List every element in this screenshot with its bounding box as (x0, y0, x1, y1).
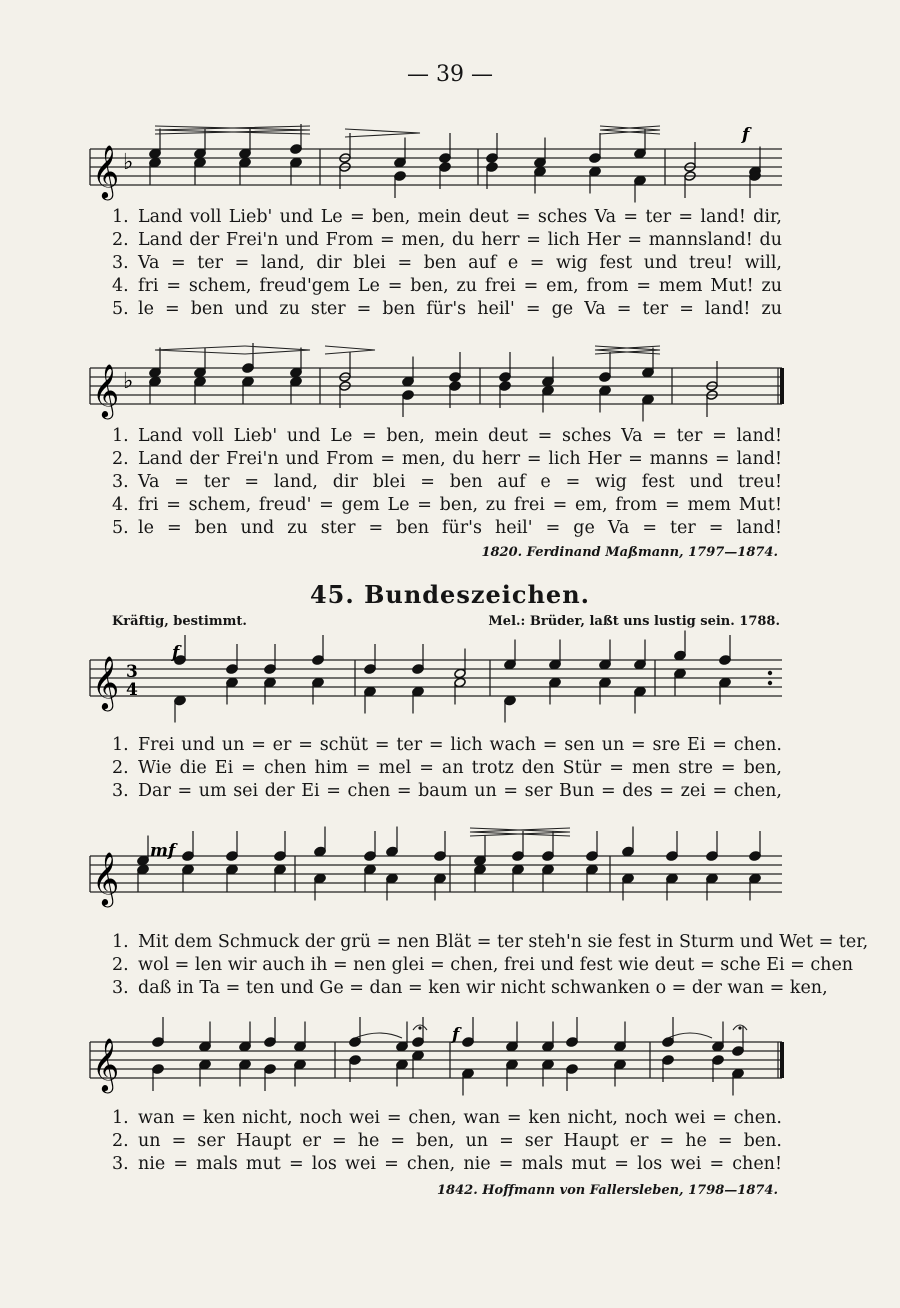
note-head (634, 659, 646, 670)
crescendo-hairpin (155, 126, 310, 134)
lyric-line: 3. Va = ter = land, dir blei = ben auf e = wig fest und treu! will, (112, 253, 782, 273)
note-head (239, 157, 251, 168)
note-head (642, 367, 654, 378)
note-head (396, 1041, 408, 1052)
note-head (542, 376, 554, 387)
note-head (264, 664, 276, 675)
note-head (749, 851, 761, 862)
crescendo-hairpin (470, 828, 570, 836)
note-head (149, 376, 161, 387)
note-head (449, 372, 461, 383)
decrescendo-hairpin (345, 129, 420, 137)
note-head (434, 873, 446, 884)
note-head (294, 1041, 306, 1052)
note-head (486, 162, 498, 173)
note-head (194, 376, 206, 387)
note-head (239, 1041, 251, 1052)
note-head (239, 148, 251, 159)
treble-clef-icon: 𝄞 (92, 144, 120, 198)
note-head (474, 864, 486, 875)
note-head (412, 664, 424, 675)
note-head (504, 659, 516, 670)
note-head (349, 1037, 361, 1048)
note-head (542, 851, 554, 862)
note-head (242, 376, 254, 387)
treble-clef-icon: 𝄞 (92, 1037, 120, 1091)
note-head (386, 846, 398, 857)
note-head (634, 175, 646, 186)
note-head (274, 851, 286, 862)
note-head (512, 864, 524, 875)
note-head (622, 846, 634, 857)
note-head (589, 166, 601, 177)
note-head (402, 390, 414, 401)
time-signature-bottom: 4 (126, 680, 138, 700)
crescendo-hairpin (600, 126, 660, 134)
lyric-line: 2. Land der Frei'n und From = men, du herr = lich Her = manns = land! (112, 449, 782, 469)
crescendo-hairpin (155, 346, 245, 354)
note-head (137, 855, 149, 866)
note-head (182, 864, 194, 875)
lyrics-song2-system2 (112, 932, 869, 1001)
page-number: — 39 — (407, 62, 493, 87)
lyric-line: 2. un = ser Haupt er = he = ben, un = ser Haupt er = he = ben. (112, 1131, 782, 1151)
note-head (719, 655, 731, 666)
slur (668, 1033, 712, 1038)
lyric-line: 2. wol = len wir auch ih = nen glei = chen, frei und fest wie deut = sche Ei = chen (112, 955, 854, 975)
note-head (549, 659, 561, 670)
song2-credit: 1842. Hoffmann von Fallersleben, 1798—1874. (437, 1183, 778, 1198)
note-head (706, 851, 718, 862)
note-head (194, 148, 206, 159)
lyric-line: 3. Va = ter = land, dir blei = ben auf e = wig fest und treu! (112, 472, 782, 492)
time-signature-top: 3 (126, 662, 138, 682)
note-head (439, 162, 451, 173)
note-head (226, 851, 238, 862)
note-head (674, 668, 686, 679)
note-head (542, 1041, 554, 1052)
note-head (586, 851, 598, 862)
note-head (589, 153, 601, 164)
treble-clef-icon: 𝄞 (92, 655, 120, 709)
note-head (534, 157, 546, 168)
note-head (666, 851, 678, 862)
dynamic-marking: f (452, 1025, 460, 1045)
decrescendo-hairpin (595, 346, 660, 354)
tempo-marking: Kräftig, bestimmt. (112, 614, 247, 629)
decrescendo-hairpin (155, 126, 310, 134)
note-head (226, 664, 238, 675)
note-head (434, 851, 446, 862)
note-head (226, 677, 238, 688)
note-head (396, 1059, 408, 1070)
lyrics-song2-system1 (112, 735, 782, 804)
note-head (394, 157, 406, 168)
note-head (749, 873, 761, 884)
note-head (149, 367, 161, 378)
note-head (486, 153, 498, 164)
fermata-dot (738, 1026, 741, 1029)
note-head (364, 686, 376, 697)
note-head (512, 851, 524, 862)
note-head (294, 1059, 306, 1070)
note-head (364, 851, 376, 862)
note-head (599, 385, 611, 396)
note-head (542, 864, 554, 875)
lyric-line: 1. wan = ken nicht, noch wei = chen, wan = ken nicht, noch wei = chen. (112, 1108, 782, 1128)
note-head (199, 1059, 211, 1070)
note-head (732, 1046, 744, 1057)
note-head (242, 363, 254, 374)
lyric-line: 2. Land der Frei'n und From = men, du herr = lich Her = mannsland! du (112, 230, 782, 250)
note-head (152, 1064, 164, 1075)
note-head (312, 655, 324, 666)
note-head (506, 1059, 518, 1070)
note-head (412, 686, 424, 697)
note-head (506, 1041, 518, 1052)
note-head (314, 846, 326, 857)
melody-reference: Mel.: Brüder, laßt uns lustig sein. 1788. (488, 614, 780, 629)
dynamic-marking: f (172, 643, 180, 663)
lyrics-song1-system2 (112, 426, 782, 541)
note-head (199, 1041, 211, 1052)
decrescendo-hairpin (245, 346, 310, 354)
note-head (566, 1064, 578, 1075)
song1-credit: 1820. Ferdinand Maßmann, 1797—1874. (481, 545, 778, 560)
note-head (349, 1055, 361, 1066)
note-head (394, 171, 406, 182)
note-head (194, 367, 206, 378)
song-title: 45. Bundeszeichen. (309, 580, 590, 609)
note-head (290, 144, 302, 155)
note-head (290, 157, 302, 168)
note-head (566, 1037, 578, 1048)
note-head (274, 864, 286, 875)
note-head (614, 1059, 626, 1070)
note-head (599, 659, 611, 670)
note-head (542, 1059, 554, 1070)
note-head (454, 677, 466, 688)
note-head (599, 372, 611, 383)
note-head (386, 873, 398, 884)
note-head (534, 166, 546, 177)
lyric-line: 3. nie = mals mut = los wei = chen, nie = mals mut = los wei = chen! (112, 1154, 782, 1174)
note-head (666, 873, 678, 884)
dynamic-marking: mf (150, 841, 176, 861)
note-head (622, 873, 634, 884)
fermata-dot (418, 1026, 421, 1029)
dynamic-marking: f (742, 125, 750, 145)
note-head (264, 1064, 276, 1075)
note-head (264, 677, 276, 688)
lyric-line: 1. Land voll Lieb' und Le = ben, mein deut = sches Va = ter = land! (112, 426, 782, 446)
note-head (174, 695, 186, 706)
note-head (542, 385, 554, 396)
repeat-dot (768, 681, 772, 685)
lyrics-song2-system3 (112, 1108, 782, 1177)
lyric-line: 4. fri = schem, freud'gem Le = ben, zu frei = em, from = mem Mut! zu (112, 276, 782, 296)
lyric-line: 2. Wie die Ei = chen him = mel = an trotz den Stür = men stre = ben, (112, 758, 782, 778)
lyrics-song1-system1 (112, 207, 782, 322)
note-head (499, 381, 511, 392)
lyric-line: 5. le = ben und zu ster = ben für's heil' = ge Va = ter = land! (112, 518, 782, 538)
note-head (719, 677, 731, 688)
note-head (462, 1068, 474, 1079)
note-head (504, 695, 516, 706)
note-head (314, 873, 326, 884)
note-head (264, 1037, 276, 1048)
note-head (149, 148, 161, 159)
note-head (290, 367, 302, 378)
note-head (364, 864, 376, 875)
note-head (549, 677, 561, 688)
decrescendo-hairpin (600, 126, 660, 134)
note-head (364, 664, 376, 675)
note-head (226, 864, 238, 875)
note-head (732, 1068, 744, 1079)
lyric-line: 3. Dar = um sei der Ei = chen = baum un = ser Bun = des = zei = chen, (112, 781, 782, 801)
treble-clef-icon: 𝄞 (92, 851, 120, 905)
note-head (599, 677, 611, 688)
note-head (412, 1037, 424, 1048)
lyric-line: 1. Land voll Lieb' und Le = ben, mein deut = sches Va = ter = land! dir, (112, 207, 782, 227)
crescendo-hairpin (595, 346, 660, 354)
note-head (614, 1041, 626, 1052)
note-head (312, 677, 324, 688)
note-head (194, 157, 206, 168)
note-head (412, 1050, 424, 1061)
note-head (712, 1041, 724, 1052)
slur (355, 1033, 402, 1038)
note-head (454, 668, 466, 679)
note-head (439, 153, 451, 164)
note-head (674, 650, 686, 661)
note-head (586, 864, 598, 875)
flat-icon: ♭ (123, 150, 134, 175)
note-head (149, 157, 161, 168)
note-head (137, 864, 149, 875)
note-head (642, 394, 654, 405)
note-head (662, 1055, 674, 1066)
note-head (712, 1055, 724, 1066)
flat-icon: ♭ (123, 369, 134, 394)
note-head (449, 381, 461, 392)
note-head (402, 376, 414, 387)
decrescendo-hairpin (470, 828, 570, 836)
lyric-line: 4. fri = schem, freud' = gem Le = ben, zu frei = em, from = mem Mut! (112, 495, 782, 515)
lyric-line: 5. le = ben und zu ster = ben für's heil' = ge Va = ter = land! zu (112, 299, 782, 319)
lyric-line: 1. Mit dem Schmuck der grü = nen Blät = ter steh'n sie fest in Sturm und Wet = ter, (112, 932, 869, 952)
note-head (634, 148, 646, 159)
treble-clef-icon: 𝄞 (92, 363, 120, 417)
lyric-line: 3. daß in Ta = ten und Ge = dan = ken wir nicht schwanken o = der wan = ken, (112, 978, 828, 998)
note-head (499, 372, 511, 383)
note-head (290, 376, 302, 387)
note-head (152, 1037, 164, 1048)
note-head (182, 851, 194, 862)
note-head (462, 1037, 474, 1048)
note-head (474, 855, 486, 866)
note-head (239, 1059, 251, 1070)
note-head (706, 873, 718, 884)
note-head (662, 1037, 674, 1048)
note-head (634, 686, 646, 697)
repeat-dot (768, 671, 772, 675)
lyric-line: 1. Frei und un = er = schüt = ter = lich wach = sen un = sre Ei = chen. (112, 735, 782, 755)
